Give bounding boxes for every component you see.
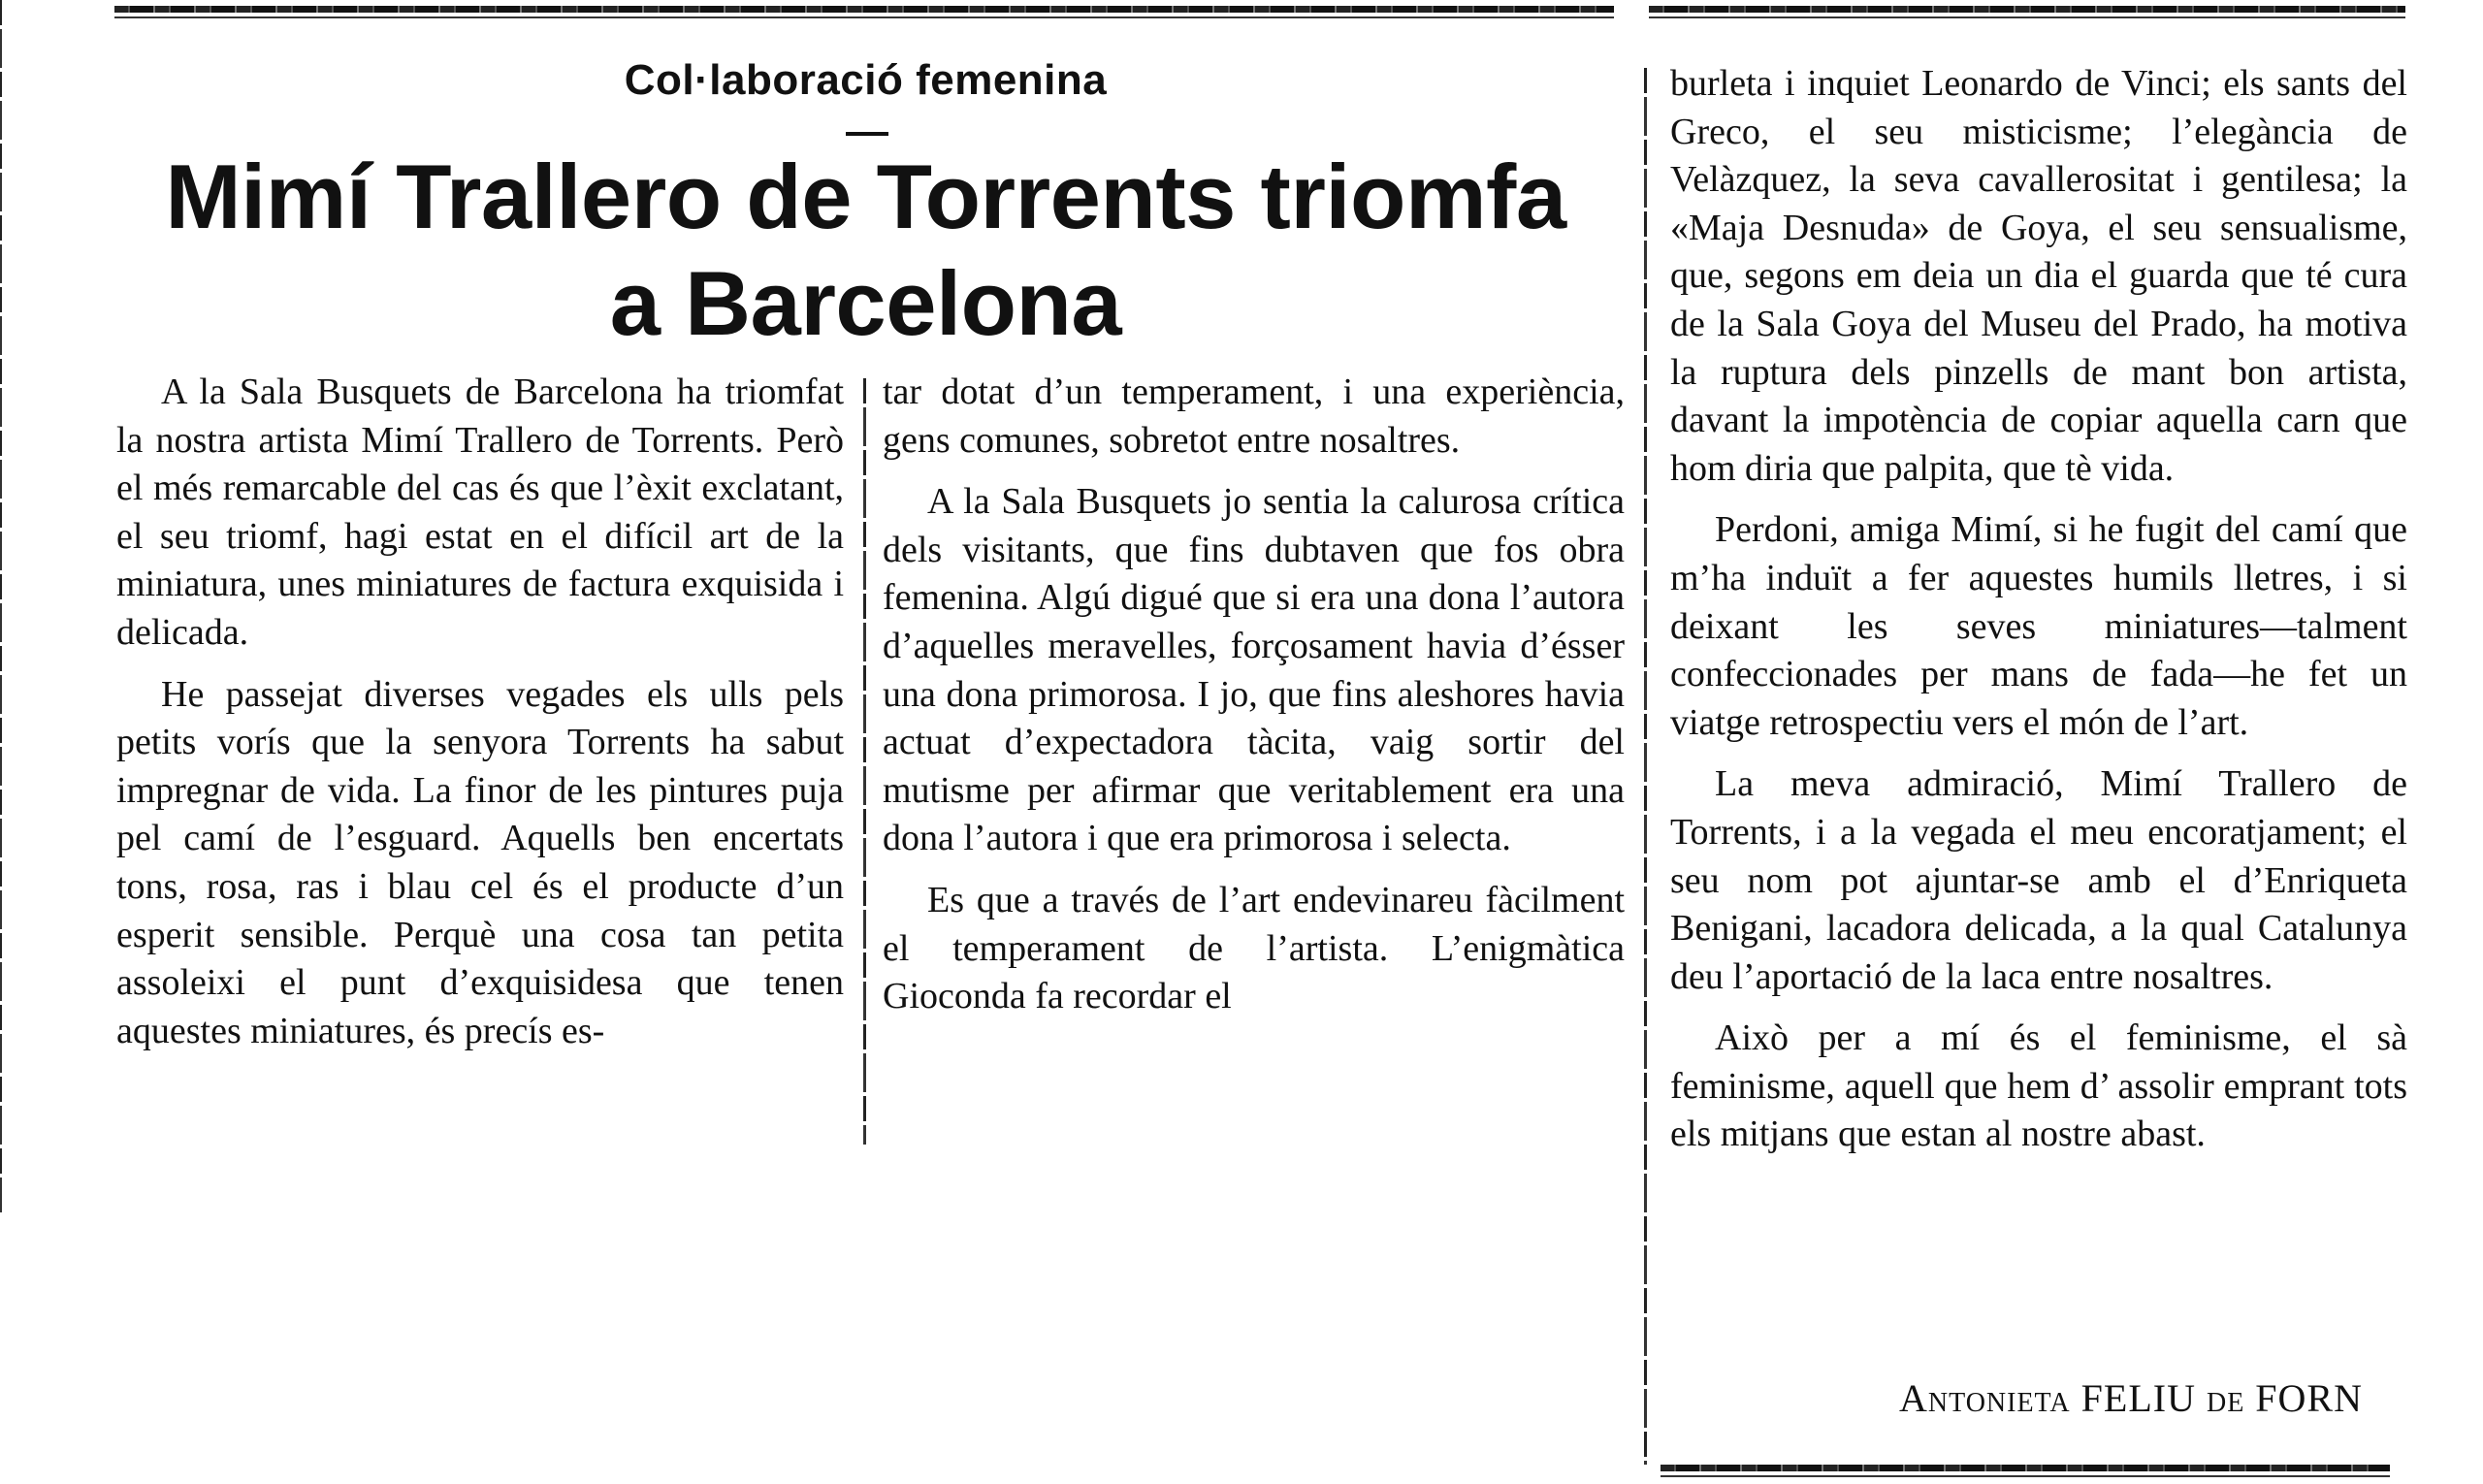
text-column-1 — [116, 369, 844, 1069]
column-divider-2 — [1644, 68, 1647, 1465]
author-signature — [1670, 1375, 2363, 1421]
top-rule-right — [1649, 6, 2405, 13]
headline-line-1: Mimí Trallero de Torrents triomfa — [165, 145, 1566, 247]
bottom-rule-right — [1661, 1465, 2390, 1471]
paragraph-continuation: burleta i inquiet Leonardo de Vinci; els sants del Greco, el seu misticisme; l’elegància de Velàzquez, la seva cavallerositat i gentilesa; la «Maja Desnuda» de Goya, el seu sensualisme, que, segons em deia un dia el guarda que té cura de la Sala Goya del Museu del Prado, ha motiva la ruptura dels pinzells de mant bon artista, davant la impotència de copiar aquella carn que hom diria que palpita, que tè vida. — [1670, 63, 2407, 489]
paragraph: Es que a través de l’art endevinareu fàcilment el temperament de l’artista. L’enigmàtica Gioconda fa recordar el — [883, 879, 1625, 1017]
paragraph: He passejat diverses vegades els ulls pels petits vorís que la senyora Torrents ha sabut impregnar de vida. La finor de les pintures puja pel camí de l’esguard. Aquells ben encertats tons, rosa, ras i blau cel és el producte d’un esperit sensible. Perquè una cosa tan petita assoleixi el punt d’exquisidesa que tenen aquestes miniatures, és precís es- — [116, 673, 844, 1051]
author-last-name: FORN — [2255, 1376, 2363, 1420]
author-particle: de — [2206, 1376, 2245, 1420]
article-headline — [116, 144, 1615, 357]
kicker-dash — [846, 132, 888, 136]
page-edge-left — [0, 0, 2, 1212]
paragraph: Això per a mí és el feminisme, el sà feminisme, aquell que hem d’ assolir emprant tots els mitjans que estan al nostre abast. — [1670, 1017, 2407, 1155]
paragraph: Perdoni, amiga Mimí, si he fugit del camí que m’ha induït a fer aquestes humils lletres, i si deixant les seves miniatures—talment confeccionades per mans de fada—he fet un viatge retrospectiu vers el món de l’art. — [1670, 509, 2407, 743]
paragraph: La meva admiració, Mimí Trallero de Torrents, i a la vegada el meu encoratjament; el seu nom pot ajuntar-se amb el d’Enriqueta Benigani, lacadora delicada, a la qual Catalunya deu l’aportació de la laca entre nosaltres. — [1670, 763, 2407, 997]
headline-line-2: a Barcelona — [609, 252, 1122, 354]
top-rule-left — [114, 6, 1614, 13]
text-column-2 — [883, 369, 1625, 1035]
paragraph: A la Sala Busquets jo sentia la calurosa crítica dels visitants, que fins dubtaven que fos obra femenina. Algú digué que si era una dona l’autora d’aquelles meravelles, forçosament havia d’ésser una dona primorosa. I jo, que fins aleshores havia actuat d’expectadora tàcita, vaig sortir del mutisme per afirmar que veritablement era una dona l’autora i que era primorosa i selecta. — [883, 481, 1625, 859]
author-surname: FELIU — [2080, 1376, 2196, 1420]
section-kicker: Col·laboració femenina — [624, 56, 1108, 104]
author-first-name: Antonieta — [1898, 1376, 2071, 1420]
paragraph: A la Sala Busquets de Barcelona ha triomfat la nostra artista Mimí Trallero de Torrents. Però el més remarcable del cas és que l’èxit exclatant, el seu triomf, hagi estat en el difícil art de la miniatura, unes miniatures de factura exquisida i delicada. — [116, 371, 844, 653]
text-column-3 — [1670, 60, 2407, 1173]
paragraph-continuation: tar dotat d’un temperament, i una experiència, gens comunes, sobretot entre nosaltres. — [883, 371, 1625, 461]
